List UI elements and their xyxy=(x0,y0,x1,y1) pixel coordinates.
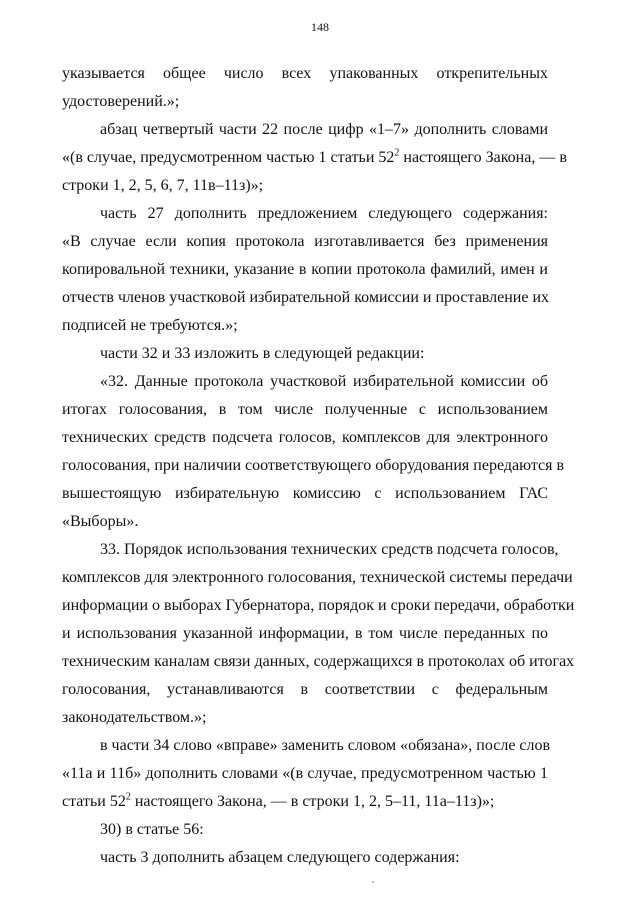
line-text: 30) в статье 56: xyxy=(100,821,204,838)
line-text: «(в случае, предусмотренном частью 1 статьи 52 xyxy=(62,149,395,166)
text-line xyxy=(62,676,548,704)
text-line xyxy=(62,284,548,312)
line-text: и использования указанной информации, в том числе переданных по xyxy=(62,625,548,642)
line-text: «11а и 11б» дополнить словами «(в случае, предусмотренном частью 1 xyxy=(62,765,548,782)
line-text: статьи 52 xyxy=(62,793,126,810)
line-text: в части 34 слово «вправе» заменить словом «обязана», после слов xyxy=(100,737,551,754)
line-text: строки 1, 2, 5, 6, 7, 11в–11з)»; xyxy=(62,177,264,194)
text-line xyxy=(62,88,548,116)
line-text: «32. Данные протокола участковой избирательной комиссии об xyxy=(100,373,548,390)
line-text: удостоверений.»; xyxy=(62,93,180,110)
line-text: копировальной техники, указание в копии протокола фамилий, имен и xyxy=(62,261,548,278)
text-line xyxy=(62,452,565,480)
text-line xyxy=(62,592,575,620)
text-line xyxy=(62,536,559,564)
line-text: техническим каналам связи данных, содержащихся в протоколах об итогах xyxy=(62,653,575,670)
line-text: часть 3 дополнить абзацем следующего содержания: xyxy=(100,849,460,866)
line-text: голосования, при наличии соответствующего оборудования передаются в xyxy=(62,457,565,474)
text-line xyxy=(62,508,548,536)
line-text: информации о выборах Губернатора, порядок и сроки передачи, обработки xyxy=(62,597,575,614)
line-text: законодательством.»; xyxy=(62,709,207,726)
text-line xyxy=(62,144,567,172)
line-text: 33. Порядок использования технических средств подсчета голосов, xyxy=(100,541,559,558)
text-line xyxy=(62,620,548,648)
line-text: голосования, устанавливаются в соответствии с федеральным xyxy=(62,681,548,698)
superscript: 2 xyxy=(394,147,400,159)
text-line xyxy=(62,172,548,200)
line-text: части 32 и 33 изложить в следующей редакции: xyxy=(100,345,425,362)
line-text: указывается общее число всех упакованных открепительных xyxy=(62,65,548,82)
line-text: отчеств членов участковой избирательной комиссии и проставление их xyxy=(62,289,550,306)
page-number: 148 xyxy=(311,20,329,34)
text-line xyxy=(62,312,548,340)
text-line xyxy=(62,788,548,816)
line-text: «В случае если копия протокола изготавливается без применения xyxy=(62,233,548,250)
line-text: часть 27 дополнить предложением следующего содержания: xyxy=(100,205,548,222)
text-line xyxy=(62,648,575,676)
text-line xyxy=(62,228,548,256)
text-line xyxy=(62,256,548,284)
document-body xyxy=(62,60,575,872)
text-line xyxy=(62,480,548,508)
text-line xyxy=(62,60,548,88)
text-line xyxy=(62,200,548,228)
text-line xyxy=(62,116,548,144)
text-line xyxy=(62,424,548,452)
line-text: «Выборы». xyxy=(62,513,139,530)
superscript: 2 xyxy=(125,791,131,803)
line-text-tail: настоящего Закона, — в строки 1, 2, 5–11, 11а–11з)»; xyxy=(130,793,495,810)
line-text: технических средств подсчета голосов, комплексов для электронного xyxy=(62,429,548,446)
scan-speck xyxy=(372,881,374,883)
text-line xyxy=(62,564,573,592)
line-text-tail: настоящего Закона, — в xyxy=(399,149,567,166)
line-text: итогах голосования, в том числе полученные с использованием xyxy=(62,401,548,418)
text-line xyxy=(62,760,548,788)
text-line xyxy=(62,816,548,844)
text-line xyxy=(62,368,548,396)
line-text: вышестоящую избирательную комиссию с использованием ГАС xyxy=(62,485,548,502)
line-text: комплексов для электронного голосования, технической системы передачи xyxy=(62,569,573,586)
line-text: подписей не требуются.»; xyxy=(62,317,238,334)
text-line xyxy=(62,396,548,424)
text-line xyxy=(62,340,548,368)
text-line xyxy=(62,844,548,872)
text-line xyxy=(62,732,551,760)
text-line xyxy=(62,704,548,732)
line-text: абзац четвертый части 22 после цифр «1–7» дополнить словами xyxy=(100,121,548,138)
